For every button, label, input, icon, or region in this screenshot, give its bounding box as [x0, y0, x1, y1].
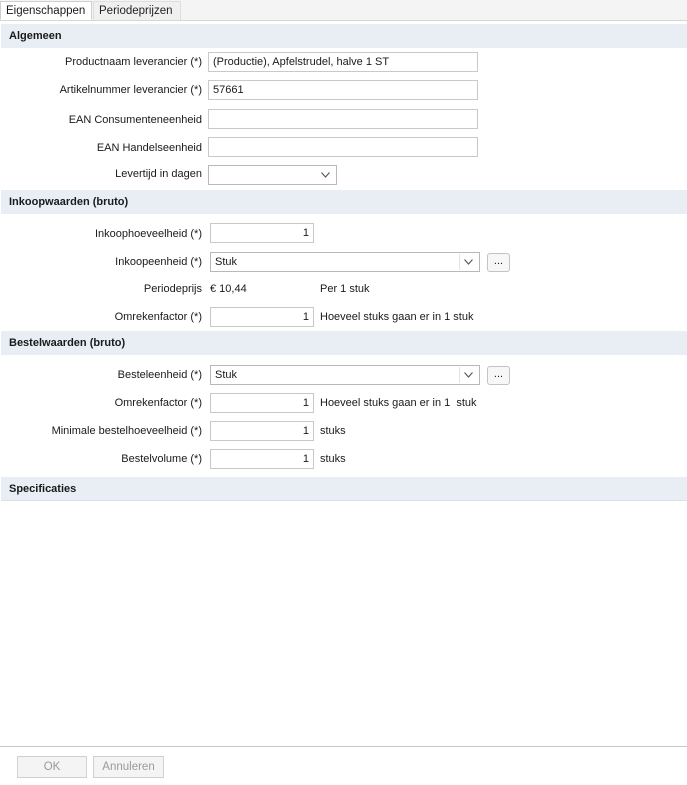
section-header-algemeen: Algemeen: [1, 24, 687, 48]
productnaam-label: Productnaam leverancier (*): [65, 56, 202, 68]
inkoopeenheid-label: Inkoopeenheid (*): [115, 256, 202, 268]
inkoop-omrekenfactor-field[interactable]: 1: [210, 307, 314, 327]
levertijd-label: Levertijd in dagen: [115, 168, 202, 180]
periodeprijs-per: Per 1 stuk: [320, 283, 370, 295]
inkoop-omrekenfactor-label: Omrekenfactor (*): [114, 311, 202, 323]
inkoop-omrekenfactor-hint: Hoeveel stuks gaan er in 1 stuk: [320, 311, 474, 323]
minimale-bestelhoeveelheid-field[interactable]: 1: [210, 421, 314, 441]
chevron-down-icon: [459, 367, 477, 383]
besteleenheid-label: Besteleenheid (*): [117, 369, 202, 381]
tab-bar: [0, 0, 687, 21]
minimale-bestelhoeveelheid-unit: stuks: [320, 425, 346, 437]
minimale-bestelhoeveelheid-label: Minimale bestelhoeveelheid (*): [51, 425, 202, 437]
besteleenheid-select[interactable]: [210, 365, 480, 385]
inkoopeenheid-value: Stuk: [215, 256, 238, 268]
tab-eigenschappen[interactable]: Eigenschappen: [0, 1, 92, 20]
productnaam-field[interactable]: (Productie), Apfelstrudel, halve 1 ST: [208, 52, 478, 72]
bestel-omrekenfactor-hint: Hoeveel stuks gaan er in 1 stuk: [320, 397, 477, 409]
section-header-inkoop: Inkoopwaarden (bruto): [1, 190, 687, 214]
inkoophoeveelheid-field[interactable]: 1: [210, 223, 314, 243]
artikelnummer-label: Artikelnummer leverancier (*): [59, 84, 202, 96]
ean-consument-field[interactable]: [208, 109, 478, 129]
besteleenheid-value: Stuk: [215, 369, 238, 381]
bestelvolume-field[interactable]: 1: [210, 449, 314, 469]
specificaties-textarea[interactable]: [1, 500, 687, 747]
periodeprijs-label: Periodeprijs: [143, 283, 202, 295]
tab-periodeprijzen[interactable]: Periodeprijzen: [93, 1, 181, 20]
chevron-down-icon: [459, 254, 477, 270]
ean-consument-label: EAN Consumenteneenheid: [68, 114, 202, 126]
levertijd-select[interactable]: [208, 165, 337, 185]
besteleenheid-ellipsis-button[interactable]: ...: [487, 366, 510, 385]
bestelvolume-unit: stuks: [320, 453, 346, 465]
bestel-omrekenfactor-field[interactable]: 1: [210, 393, 314, 413]
section-header-bestel: Bestelwaarden (bruto): [1, 331, 687, 355]
inkoopeenheid-select[interactable]: [210, 252, 480, 272]
ok-button[interactable]: OK: [17, 756, 87, 778]
chevron-down-icon: [317, 167, 334, 183]
ean-handel-field[interactable]: [208, 137, 478, 157]
inkoopeenheid-ellipsis-button[interactable]: ...: [487, 253, 510, 272]
artikelnummer-field[interactable]: 57661: [208, 80, 478, 100]
section-header-specificaties: Specificaties: [1, 477, 687, 501]
bestelvolume-label: Bestelvolume (*): [121, 453, 202, 465]
periodeprijs-value: € 10,44: [210, 283, 247, 295]
dialog-footer: [0, 746, 687, 785]
bestel-omrekenfactor-label: Omrekenfactor (*): [114, 397, 202, 409]
inkoophoeveelheid-label: Inkoophoeveelheid (*): [94, 228, 202, 240]
cancel-button[interactable]: Annuleren: [93, 756, 164, 778]
ean-handel-label: EAN Handelseenheid: [96, 142, 202, 154]
